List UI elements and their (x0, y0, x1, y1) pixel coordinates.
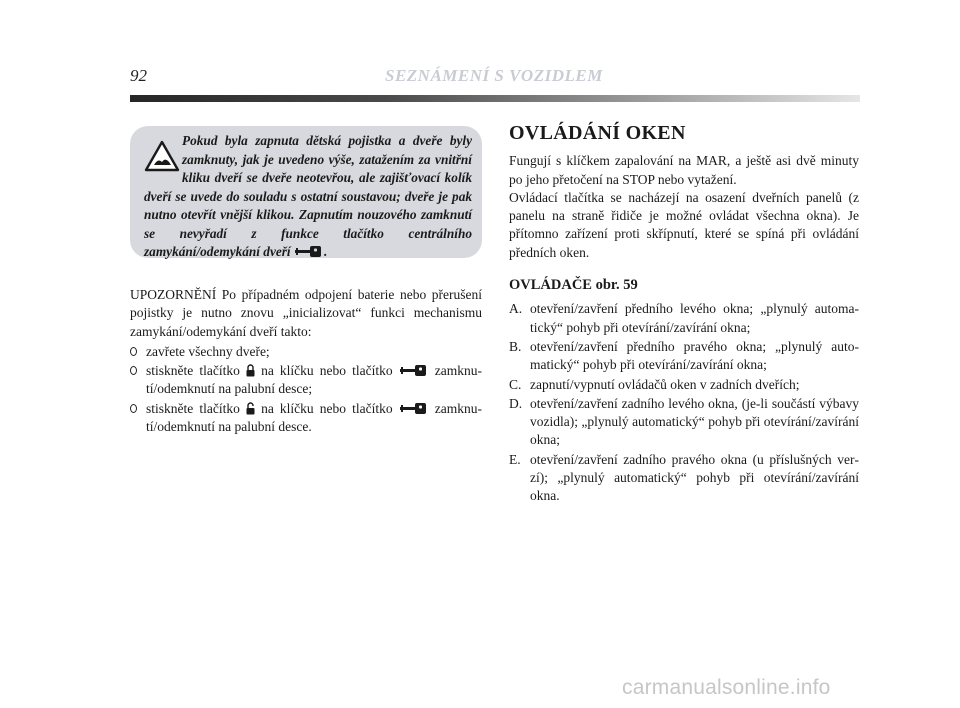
warning-triangle-icon (144, 140, 180, 172)
section-title: SEZNÁMENÍ S VOZIDLEM (385, 66, 603, 85)
list-item (130, 362, 482, 399)
list-item (509, 376, 859, 394)
right-column (509, 124, 859, 507)
control-text: zapnutí/vypnutí ovládačů oken v zadních dveřích; (530, 376, 800, 392)
step-text: stiskněte tlačítko (146, 400, 240, 416)
control-letter: D. (509, 395, 523, 411)
padlock-icon (246, 364, 255, 377)
control-letter: A. (509, 301, 523, 317)
list-item (130, 343, 482, 361)
bullet-ring-icon (130, 366, 137, 375)
step-text: zamknutí/odemknutí na palubní desce. (146, 400, 483, 435)
windows-intro: Fungují s klíčkem zapalování na MAR, a ještě asi dvě minuty po jeho přetočení na STOP nebo vytažení. (509, 153, 859, 187)
control-text: otevření/zavření předního pravého okna; „plynulý automatický“ pohyb při otevírání/zavírání okna; (530, 338, 859, 373)
control-text: otevření/zavření zadního levého okna, (je-li součástí výbavy vozidla); „plynulý automatický“ pohyb při otevírání/zavírání okna; (530, 395, 859, 448)
control-letter: B. (509, 338, 522, 354)
list-item (509, 338, 859, 375)
bullet-ring-icon (130, 404, 137, 413)
controls-list (509, 300, 859, 505)
windows-description: Ovládací tlačítka se nacházejí na osazení dveřních panelů (z panelu na straně řidiče je možné ovládat všechna okna). Je přítomno zařízení proti skřípnutí, které se spíná při ovládání předních oken. (509, 189, 859, 260)
lock-button-icon (399, 364, 429, 377)
step-text: zavřete všechny dveře; (146, 343, 270, 359)
lock-button-icon (294, 245, 324, 258)
watermark: carmanualsonline.info (622, 676, 831, 699)
control-letter: E. (509, 451, 521, 467)
list-item (509, 395, 859, 450)
page-number: 92 (130, 66, 147, 85)
step-text: na klíčku nebo tlačítko (261, 363, 393, 379)
control-text: otevření/zavření zadního pravého okna (u příslušných verzí); „plynulý automatický“ pohyb při otevírání/zavírání okna. (530, 451, 859, 504)
list-item (509, 300, 859, 337)
control-text: otevření/zavření předního levého okna; „plynulý automatický“ pohyb při otevírání/zavírání okna; (530, 301, 859, 335)
windows-heading: OVLÁDÁNÍ OKEN (509, 122, 686, 144)
step-text: na klíčku nebo tlačítko (261, 400, 393, 416)
warning-text-end: . (323, 244, 328, 259)
warning-box (130, 126, 482, 258)
battery-note: UPOZORNĚNÍ Po případném odpojení baterie nebo přerušení pojistky je nutno znovu „inicializovat“ funkci mechanismu zamykání/odemykání dveří takto: (130, 287, 482, 339)
step-text: stiskněte tlačítko (146, 363, 240, 379)
control-letter: C. (509, 376, 522, 392)
bullet-ring-icon (130, 347, 137, 356)
lock-button-icon (399, 402, 429, 415)
warning-text (144, 132, 472, 262)
warning-text-body: Pokud byla zapnuta dětská pojistka a dveře byly zamknuty, jak je uvedeno výše, zatažením za vnitřní kliku dveří se dveře neotevřou, ale zajišťovací kolík dveří se uvede do souladu s ostatní soustavou; dveře je pak nutno otevřít vnější klikou. Zapnutím nouzového zamknutí se nevyřadí z funkce tlačítko centrálního zamykání/odemykání dveří (144, 133, 472, 259)
padlock-open-icon (246, 402, 255, 415)
list-item (509, 451, 859, 506)
list-item (130, 400, 482, 437)
header-rule (130, 95, 860, 102)
left-column (130, 286, 482, 437)
init-steps (130, 343, 482, 436)
step-text: zamknutí/odemknutí na palubní desce; (146, 363, 483, 397)
controls-heading: OVLÁDAČE obr. 59 (509, 277, 638, 294)
